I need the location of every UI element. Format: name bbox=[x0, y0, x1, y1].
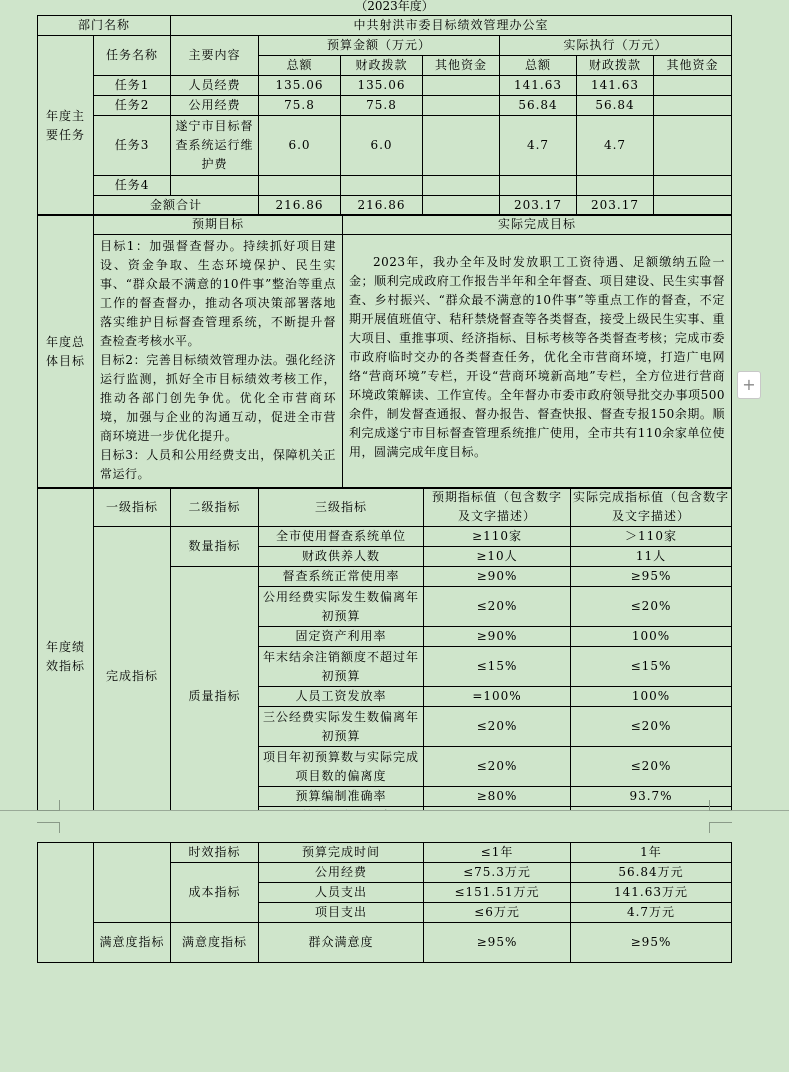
level1-complete: 完成指标 bbox=[94, 527, 171, 827]
sub-actual-total: 总额 bbox=[500, 56, 577, 76]
indicator-row: 完成指标 数量指标 全市使用督查系统单位 ≥110家 ＞110家 bbox=[38, 527, 732, 547]
col-budget: 预算金额（万元） bbox=[259, 36, 500, 56]
expected-goal-3: 目标3：人员和公用经费支出，保障机关正常运行。 bbox=[100, 448, 336, 481]
sub-actual-other: 其他资金 bbox=[654, 56, 732, 76]
expected-goals-text bbox=[94, 235, 343, 489]
sum-label: 金额合计 bbox=[94, 196, 259, 216]
task-row: 任务1 人员经费 135.06 135.06 141.63 141.63 bbox=[38, 76, 732, 96]
indicator-row: 三公经费实际发生数偏离年初预算 ≤20% ≤20% bbox=[38, 707, 732, 747]
indicator-row: 项目支出 ≤6万元 4.7万元 bbox=[38, 903, 732, 923]
col-level3: 三级指标 bbox=[259, 488, 424, 527]
tasks-section-label: 年度主要任务 bbox=[38, 36, 94, 216]
indicator-row: 预算编制准确率 ≥80% 93.7% bbox=[38, 787, 732, 807]
col-task-name: 任务名称 bbox=[94, 36, 171, 76]
perf-section-continued bbox=[38, 843, 94, 963]
sub-budget-total: 总额 bbox=[259, 56, 341, 76]
level2-quality: 质量指标 bbox=[171, 567, 259, 827]
col-expected-value: 预期指标值（包含数字及文字描述） bbox=[424, 488, 571, 527]
col-actual-value: 实际完成指标值（包含数字及文字描述） bbox=[571, 488, 732, 527]
sub-budget-other: 其他资金 bbox=[423, 56, 500, 76]
dept-label: 部门名称 bbox=[38, 16, 171, 36]
level2-quantity: 数量指标 bbox=[171, 527, 259, 567]
goals-table bbox=[37, 214, 732, 489]
level2-cost: 成本指标 bbox=[171, 863, 259, 923]
page-corner-mark bbox=[37, 800, 60, 811]
level1-satisfaction: 满意度指标 bbox=[94, 923, 171, 963]
indicator-row: 人员工资发放率 =100% 100% bbox=[38, 687, 732, 707]
report-year: （2023年度） bbox=[355, 0, 434, 13]
sub-actual-finance: 财政拨款 bbox=[577, 56, 654, 76]
page-divider bbox=[0, 810, 789, 811]
task-row: 任务4 bbox=[38, 176, 732, 196]
level2-timeliness: 时效指标 bbox=[171, 843, 259, 863]
indicator-row: 质量指标 督查系统正常使用率 ≥90% ≥95% bbox=[38, 567, 732, 587]
task-row: 任务3 遂宁市目标督查系统运行维护费 6.0 6.0 4.7 4.7 bbox=[38, 116, 732, 176]
expected-goal-2: 目标2：完善目标绩效管理办法。强化经济运行监测，抓好全市目标绩效考核工作，推动各部门创先争优。优化全市营商环境，加强与企业的沟通互动，促进全市营商环境进一步优化提升。 bbox=[100, 353, 336, 443]
performance-table bbox=[37, 487, 732, 827]
tasks-table bbox=[37, 15, 732, 216]
col-actual: 实际执行（万元） bbox=[500, 36, 732, 56]
page-corner-mark bbox=[709, 822, 732, 833]
col-level1: 一级指标 bbox=[94, 488, 171, 527]
dept-name: 中共射洪市委目标绩效管理办公室 bbox=[171, 16, 732, 36]
performance-table-continued bbox=[37, 842, 732, 963]
expected-goal-1: 目标1：加强督查督办。持续抓好项目建设、资金争取、生态环境保护、民生实事、“群众最不满意的10件事”整治等重点工作的督查督办，推动各项决策部署落地落实维护目标督查管理系统，不断提升督查检查考核水平。 bbox=[100, 239, 336, 348]
page-break bbox=[0, 810, 789, 832]
level1-complete-continued bbox=[94, 843, 171, 923]
indicator-row: 时效指标 预算完成时间 ≤1年 1年 bbox=[38, 843, 732, 863]
goals-section-label: 年度总体目标 bbox=[38, 215, 94, 489]
col-main-content: 主要内容 bbox=[171, 36, 259, 76]
indicator-row: 财政供养人数 ≥10人 11人 bbox=[38, 547, 732, 567]
level2-satisfaction: 满意度指标 bbox=[171, 923, 259, 963]
page-corner-mark bbox=[709, 800, 732, 811]
tasks-sum-row: 金额合计 216.86 216.86 203.17 203.17 bbox=[38, 196, 732, 216]
actual-goal-text: 2023年，我办全年及时发放职工工资待遇、足额缴纳五险一金；顺利完成政府工作报告半年和全年督查、项目建设、民生实事督查、乡村振兴、“群众最不满意的10件事”等重点工作的督查，不定期开展值班值守、秸秆禁烧督查等各类督查，接受上级民生实事、重大项目、重推事项、经济指标、目标考核等各类督查考核；完成市委市政府临时交办的各类督查任务，优化全市营商环境，打造广电网络“营商环境”专栏，开设“营商环境新高地”专栏，全方位进行营商环境政策解读、工作宣传。全年督办市委市政府领导批交办事项500余件，制发督查通报、督办报告、督查快报、督查专报150余期。顺利完成遂宁市目标督查管理系统推广使用，全市共有110余家单位使用，圆满完成年度目标。 bbox=[343, 235, 732, 489]
page-corner-mark bbox=[37, 822, 60, 833]
indicator-row: 项目年初预算数与实际完成项目数的偏离度 ≤20% ≤20% bbox=[38, 747, 732, 787]
sub-budget-finance: 财政拨款 bbox=[341, 56, 423, 76]
expected-goal-header: 预期目标 bbox=[94, 215, 343, 235]
indicator-row: 成本指标 公用经费 ≤75.3万元 56.84万元 bbox=[38, 863, 732, 883]
actual-goal-header: 实际完成目标 bbox=[343, 215, 732, 235]
task-row: 任务2 公用经费 75.8 75.8 56.84 56.84 bbox=[38, 96, 732, 116]
col-level2: 二级指标 bbox=[171, 488, 259, 527]
plus-icon[interactable]: + bbox=[737, 371, 761, 399]
indicator-row: 满意度指标 满意度指标 群众满意度 ≥95% ≥95% bbox=[38, 923, 732, 963]
indicator-row: 人员支出 ≤151.51万元 141.63万元 bbox=[38, 883, 732, 903]
indicator-row: 公用经费实际发生数偏离年初预算 ≤20% ≤20% bbox=[38, 587, 732, 627]
indicator-row: 固定资产利用率 ≥90% 100% bbox=[38, 627, 732, 647]
indicator-row: 年末结余注销额度不超过年初预算 ≤15% ≤15% bbox=[38, 647, 732, 687]
perf-section-label: 年度绩效指标 bbox=[38, 488, 94, 827]
